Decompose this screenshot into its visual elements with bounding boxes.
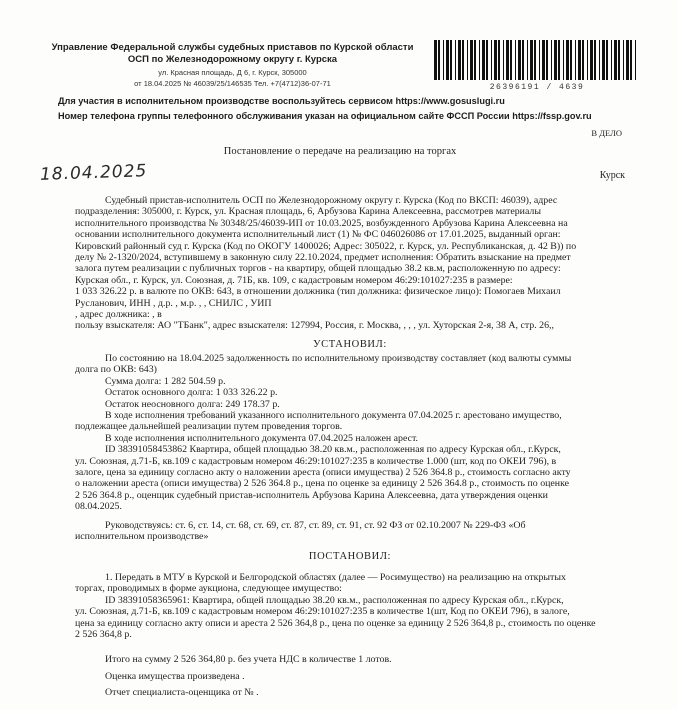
barcode-bar (594, 40, 596, 80)
barcode-bar (518, 40, 521, 80)
barcode-bar (503, 40, 504, 80)
barcode-bar (527, 40, 528, 80)
established-line: В ходе исполнения исполнительного документа 07.04.2025 наложен арест. (105, 432, 419, 444)
established-line: долга по ОКВ: 643) (75, 364, 157, 376)
barcode-bar (551, 40, 552, 80)
intro-line: подразделения: 305000, г. Курск, ул. Красная площадь, 6, Арбузова Карина Алексеевна, рассмотрев материалы (75, 206, 541, 218)
intro-line: основании исполнительного документа исполнительный лист (1) № ФС 046026086 от 17.01.2025, выданный орган: (75, 229, 561, 241)
barcode-bar (563, 40, 564, 80)
barcode-bar (467, 40, 468, 80)
barcode-bar (446, 40, 449, 80)
barcode-bar (486, 40, 488, 80)
barcode-bar (575, 40, 576, 80)
barcode (432, 40, 642, 80)
intro-line: исполнительного производства № 30348/25/46039-ИП от 10.03.2025, возбужденного Арбузова Карина Алексеевна на (75, 217, 568, 229)
barcode-bar (630, 40, 632, 80)
non-principal-remaining: Остаток неосновного долга: 249 178.37 р. (105, 398, 280, 410)
total-line (75, 654, 625, 665)
property-item-line: о наложении ареста (описи имущества) 2 526 364.8 р., цена по оценке за единицу 2 526 364.8 р., стоимость по оценке (75, 478, 570, 490)
intro-line: Курская обл., г. Курск, ул. Союзная, д. 71Б, кв. 109, с кадастровым номером 46:29:101027:235 в размере: (75, 274, 513, 286)
intro-paragraph (75, 195, 625, 332)
intro-line: Судебный пристав-исполнитель ОСП по Железнодорожному округу г. Курска (Код по ВКСП: 46039), адрес (105, 195, 558, 206)
established-line: подлежащее дальнейшей реализации путем проведения торгов. (75, 421, 343, 433)
document-city: Курск (599, 170, 625, 181)
barcode-bar (554, 40, 557, 80)
gosuslugi-service-line: Для участия в исполнительном производстве воспользуйтесь сервисом https://www.gosuslugi.ru (58, 96, 505, 106)
doc-date-phone: от 18.04.2025 № 46039/25/146535 Тел. +7(4712)36-07-71 (134, 79, 331, 88)
barcode-number: 26396191 / 4639 (489, 83, 585, 92)
principal-remaining: Остаток основного долга: 1 033 326.22 р. (105, 387, 278, 399)
total-amount: Итого на сумму 2 526 364,80 р. без учета НДС в количестве 1 лотов. (105, 654, 392, 665)
barcode-bar (623, 40, 624, 80)
org-name-line1: Управление Федеральной службы судебных приставов по Курской области (51, 42, 414, 53)
intro-line: пользу взыскателя: АО "ТБанк", адрес взыскателя: 127994, Россия, г. Москва, , , , ул. Хуторская 2-я, 38 А, стр. 26,, (75, 320, 554, 332)
appraiser-report-line (75, 687, 625, 698)
org-name-line2: ОСП по Железнодорожному округу г. Курска (127, 54, 338, 65)
barcode-bar (618, 40, 620, 80)
barcode-bar (482, 40, 485, 80)
document-title: Постановление о передаче на реализацию на торгах (223, 146, 457, 157)
barcode-bar (534, 40, 536, 80)
appraiser-report: Отчет специалиста-оценщика от № . (105, 687, 259, 698)
barcode-bar (458, 40, 461, 80)
guided-by-paragraph (75, 520, 625, 543)
barcode-bar (443, 40, 444, 80)
org-address: ул. Красная площадь, Д 6, г. Курск, 305000 (158, 68, 307, 77)
established-paragraph (75, 353, 625, 513)
valuation-done: Оценка имущества произведена . (105, 671, 245, 682)
barcode-bar (491, 40, 492, 80)
barcode-bar (455, 40, 456, 80)
barcode-bar (450, 40, 452, 80)
resolved-line: торгах, проводимых в форме аукциона, следующее имущество: (75, 583, 342, 595)
lot-item-line: ул. Союзная, д.71-Б, кв.109 с кадастровым номером 46:29:101027:235 в количестве 1(шт, Код по ОКЕИ 796), в залоге, (75, 606, 570, 618)
barcode-bar (474, 40, 476, 80)
resolved-line: 1. Передать в МТУ в Курской и Белгородской областях (далее — Росимущество) на реализацию на открытых (105, 572, 566, 583)
resolved-paragraph (75, 572, 625, 640)
barcode-bar (626, 40, 629, 80)
barcode-bar (546, 40, 548, 80)
property-item-line: 2 526 364.8 р., оценщик судебный пристав-исполнитель Арбузова Карина Алексеевна, дата утверждения оценки (75, 489, 548, 501)
barcode-bar (530, 40, 533, 80)
property-item-line: ул. Союзная, д.71-Б, кв.109 с кадастровым номером 46:29:101027:235 в количестве 1.000 (шт, код по ОКЕИ 796), в (75, 455, 557, 467)
established-line: В ходе исполнения требований указанного исполнительного документа 07.04.2025 г. арестовано имущество, (105, 410, 562, 422)
barcode-bar (599, 40, 600, 80)
guided-by-line: исполнительном производстве» (75, 531, 209, 543)
barcode-bar (587, 40, 588, 80)
barcode-bar (542, 40, 545, 80)
intro-line-redacted: , адрес должника: , в (75, 309, 162, 321)
lot-item-line: ID 38391058365961: Квартира, общей площадью 38.20 кв.м., расположенная по адресу Курская обл., г.Курск, (105, 594, 564, 606)
barcode-bar (462, 40, 464, 80)
barcode-bar (539, 40, 540, 80)
intro-line: Кировский районный суд г. Курска (Код по ОКОГУ 1400026; Адрес: 305022, г. Курск, ул. Республиканская, д. 42 В)) по (75, 240, 577, 252)
guided-by-line: Руководствуясь: ст. 6, ст. 14, ст. 68, ст. 69, ст. 87, ст. 89, ст. 91, ст. 92 ФЗ от 02.10.2007 № 229-ФЗ «Об (105, 520, 526, 531)
in-case-stamp: В ДЕЛО (591, 128, 622, 138)
barcode-bar (494, 40, 497, 80)
property-item-line: залоге, цена за единицу согласно акту о наложении ареста (описи имущества) 2 526 364.8 р., стоимость согласно акту (75, 467, 571, 479)
intro-line-redacted: Русланович, ИНН , д.р. , м.р. , , СНИЛС , УИП (75, 297, 272, 309)
established-heading: УСТАНОВИЛ: (313, 339, 387, 350)
barcode-bar (506, 40, 509, 80)
barcode-bar (522, 40, 524, 80)
barcode-bar (470, 40, 473, 80)
valuation-line (75, 671, 625, 682)
lot-item-line: цена за единицу согласно акту описи и ареста 2 526 364,8 р., цена по оценке за единицу 2 526 364,8 р., стоимость по оценке (75, 617, 596, 629)
debt-amount: Сумма долга: 1 282 504.59 р. (105, 375, 226, 387)
barcode-bar (479, 40, 480, 80)
barcode-bar (498, 40, 500, 80)
barcode-bar (578, 40, 581, 80)
barcode-bar (515, 40, 516, 80)
barcode-bar (570, 40, 572, 80)
resolved-heading: ПОСТАНОВИЛ: (308, 551, 392, 562)
lot-item-line: 2 526 364,8 р. (75, 629, 132, 641)
property-item-line: 08.04.2025. (75, 501, 122, 513)
phone-group-line: Номер телефона группы телефонного обслуживания указан на официальном сайте ФССП России https://fssp.gov.ru (58, 111, 592, 121)
property-item-line: ID 38391058453862 Квартира, общей площадью 38.20 кв.м., расположенная по адресу Курская обл., г.Курск, (105, 444, 561, 456)
barcode-bar (582, 40, 584, 80)
intro-line: 1 033 326.22 р. в валюте по ОКВ: 643, в отношении должника (тип должника: физическое лицо): Помогаев Михаил (75, 286, 561, 298)
handwritten-date: 18.04.2025 (39, 161, 148, 185)
barcode-bar (558, 40, 560, 80)
barcode-bar (434, 40, 437, 80)
barcode-bar (602, 40, 605, 80)
barcode-bar (590, 40, 593, 80)
intro-line: делу № 2-1320/2024, вступившему в законную силу 22.10.2024, предмет исполнения: Обратить взыскание на предмет (75, 252, 571, 264)
barcode-bar (566, 40, 569, 80)
barcode-bar (611, 40, 612, 80)
barcode-bar (614, 40, 617, 80)
barcode-bar (635, 40, 636, 80)
barcode-bar (438, 40, 440, 80)
barcode-bar (510, 40, 512, 80)
barcode-bar (606, 40, 608, 80)
established-line: По состоянию на 18.04.2025 задолженность по исполнительному производству составляет (код валюты суммы (105, 353, 572, 364)
intro-line: залога путем реализации с публичных торгов - на квартиру, общей площадью 38.2 кв.м, расположенную по адресу: (75, 263, 561, 275)
